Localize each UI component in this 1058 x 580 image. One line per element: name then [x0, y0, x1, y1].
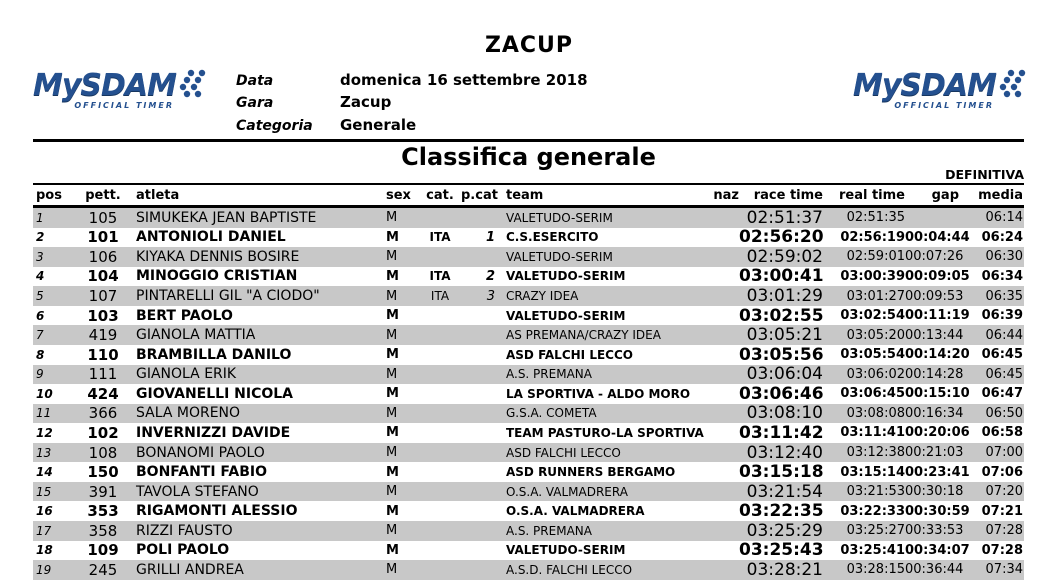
table-row: [33, 345, 1024, 365]
mysdam-tagline: OFFICIAL TIMER: [74, 101, 174, 110]
mysdam-dots-icon: [998, 68, 1028, 104]
cell-real-time: 03:12:38: [846, 445, 905, 461]
cell-gap: 00:23:41: [905, 464, 970, 480]
cell-team: VALETUDO-SERIM: [506, 210, 613, 225]
cell-race-time: 03:06:04: [746, 364, 823, 385]
col-header-bib: pett.: [85, 188, 121, 203]
mysdam-brand-text: MySDAM: [853, 68, 996, 103]
col-header-team: team: [506, 188, 544, 203]
cell-category: ITA: [429, 230, 451, 245]
cell-sex: M: [386, 464, 399, 480]
race-meta-values: [340, 69, 588, 136]
cell-race-time: 03:15:18: [739, 462, 824, 483]
cell-pos: 15: [36, 484, 52, 499]
cell-team: ASD FALCHI LECCO: [506, 445, 621, 460]
table-row: [33, 325, 1024, 345]
cell-real-time: 03:28:15: [846, 562, 905, 578]
status-badge: DEFINITIVA: [945, 167, 1024, 182]
cell-team: AS PREMANA/CRAZY IDEA: [506, 328, 661, 343]
cell-race-time: 03:21:54: [746, 481, 823, 502]
cell-race-time: 02:59:02: [746, 246, 823, 267]
cell-race-time: 03:12:40: [746, 442, 823, 463]
cell-bib: 150: [87, 463, 119, 482]
cell-bib: 102: [87, 423, 119, 442]
cell-pace: 06:45: [985, 366, 1023, 382]
cell-athlete: PINTARELLI GIL "A CIODO": [136, 288, 320, 305]
cell-bib: 104: [87, 267, 119, 286]
cell-team: A.S. PREMANA: [506, 367, 592, 382]
section-title: Classifica generale: [401, 143, 656, 171]
cell-team: A.S. PREMANA: [506, 523, 592, 538]
cell-sex: M: [386, 445, 398, 461]
cell-real-time: 03:02:54: [840, 308, 905, 324]
cell-race-time: 03:00:41: [739, 266, 824, 287]
cell-athlete: SIMUKEKA JEAN BAPTISTE: [136, 209, 317, 226]
cell-pos: 5: [36, 289, 44, 304]
cell-sex: M: [386, 249, 398, 265]
cell-gap: 00:09:53: [905, 288, 964, 304]
cell-gap: 00:13:44: [905, 327, 964, 343]
cell-athlete: BERT PAOLO: [136, 307, 233, 324]
cell-athlete: KIYAKA DENNIS BOSIRE: [136, 248, 300, 265]
cell-athlete: BONANOMI PAOLO: [136, 444, 265, 461]
table-row: [33, 501, 1024, 521]
meta-label-data: Data: [236, 73, 274, 89]
cell-race-time: 02:56:20: [739, 227, 824, 248]
cell-pace: 06:24: [981, 229, 1023, 245]
cell-gap: 00:11:19: [905, 308, 970, 324]
cell-real-time: 03:06:02: [846, 366, 905, 382]
cell-pos: 17: [36, 523, 52, 538]
cell-pos: 8: [36, 347, 45, 362]
cell-bib: 108: [88, 443, 118, 462]
cell-real-time: 03:22:33: [840, 503, 905, 519]
cell-sex: M: [386, 405, 398, 421]
cell-pace: 06:45: [981, 347, 1023, 363]
cell-athlete: BRAMBILLA DANILO: [136, 346, 292, 363]
cell-gap: 00:21:03: [905, 445, 964, 461]
cell-team: G.S.A. COMETA: [506, 406, 597, 421]
table-row: [33, 247, 1024, 267]
cell-cat-rank: 2: [485, 268, 495, 284]
cell-team: A.S.D. FALCHI LECCO: [506, 562, 633, 577]
meta-label-categoria: Categoria: [236, 117, 313, 134]
table-row: [33, 306, 1024, 326]
cell-real-time: 03:06:45: [840, 386, 905, 402]
cell-real-time: 02:59:01: [846, 249, 905, 265]
cell-real-time: 02:51:35: [846, 210, 905, 226]
cell-real-time: 03:15:14: [840, 464, 905, 480]
cell-bib: 105: [88, 208, 118, 227]
cell-race-time: 03:02:55: [739, 305, 824, 326]
cell-bib: 419: [88, 326, 118, 345]
cell-sex: M: [386, 523, 398, 539]
meta-label-gara: Gara: [236, 95, 274, 112]
cell-team: O.S.A. VALMADRERA: [506, 504, 645, 519]
cell-athlete: GIANOLA MATTIA: [136, 327, 256, 344]
col-header-athlete: atleta: [136, 188, 180, 203]
cell-team: VALETUDO-SERIM: [506, 543, 626, 558]
cell-pos: 2: [36, 230, 45, 245]
cell-pace: 07:20: [985, 484, 1023, 500]
table-body: [33, 208, 1024, 580]
cell-race-time: 03:05:56: [739, 344, 824, 365]
cell-sex: M: [386, 484, 398, 500]
cell-race-time: 02:51:37: [746, 207, 823, 228]
cell-pos: 18: [36, 543, 53, 558]
cell-real-time: 03:01:27: [846, 288, 905, 304]
cell-athlete: SALA MORENO: [136, 405, 241, 422]
cell-sex: M: [386, 308, 399, 324]
cell-gap: 00:07:26: [905, 249, 964, 265]
cell-real-time: 03:21:53: [846, 484, 905, 500]
cell-race-time: 03:28:21: [746, 559, 823, 580]
mysdam-tagline: OFFICIAL TIMER: [894, 101, 994, 110]
cell-gap: 00:04:44: [905, 229, 970, 245]
cell-team: ASD FALCHI LECCO: [506, 347, 633, 362]
cell-bib: 424: [87, 384, 119, 403]
cell-pos: 4: [36, 269, 45, 284]
cell-gap: 00:34:07: [905, 542, 970, 558]
cell-bib: 101: [87, 228, 119, 247]
cell-team: ASD RUNNERS BERGAMO: [506, 465, 676, 480]
cell-bib: 391: [88, 482, 118, 501]
table-row: [33, 286, 1024, 306]
cell-pos: 6: [36, 308, 45, 323]
page-title: ZACUP: [484, 33, 574, 58]
cell-pos: 14: [36, 465, 53, 480]
meta-value-categoria: Generale: [340, 115, 417, 134]
cell-real-time: 03:05:20: [846, 327, 905, 343]
cell-pos: 11: [36, 406, 52, 421]
cell-pos: 1: [36, 210, 44, 225]
cell-real-time: 03:05:54: [840, 347, 905, 363]
cell-sex: M: [386, 386, 399, 402]
cell-athlete: MINOGGIO CRISTIAN: [136, 268, 298, 285]
cell-bib: 103: [87, 306, 119, 325]
table-row: [33, 541, 1024, 561]
cell-pos: 7: [36, 328, 44, 343]
cell-pace: 06:58: [981, 425, 1023, 441]
cell-team: LA SPORTIVA - ALDO MORO: [506, 386, 691, 401]
table-row: [33, 560, 1024, 580]
cell-gap: 00:14:28: [905, 366, 964, 382]
cell-athlete: RIZZI FAUSTO: [136, 522, 233, 539]
cell-cat-rank: 1: [485, 229, 495, 245]
cell-gap: 00:20:06: [905, 425, 970, 441]
meta-value-gara: Zacup: [340, 93, 392, 112]
cell-bib: 358: [88, 521, 118, 540]
table-row: [33, 521, 1024, 541]
cell-pos: 13: [36, 445, 52, 460]
cell-team: CRAZY IDEA: [506, 289, 579, 304]
cell-gap: 00:33:53: [905, 523, 964, 539]
cell-sex: M: [386, 542, 399, 558]
cell-race-time: 03:06:46: [739, 383, 824, 404]
cell-bib: 110: [87, 345, 119, 364]
cell-sex: M: [386, 347, 399, 363]
col-header-sex: sex: [386, 188, 411, 203]
cell-pace: 07:21: [981, 503, 1023, 519]
cell-race-time: 03:01:29: [746, 286, 823, 307]
cell-pace: 06:50: [985, 405, 1023, 421]
cell-pace: 07:06: [981, 464, 1023, 480]
cell-team: O.S.A. VALMADRERA: [506, 484, 628, 499]
cell-sex: M: [386, 229, 399, 245]
cell-cat-rank: 3: [486, 288, 495, 304]
cell-athlete: GIOVANELLI NICOLA: [136, 385, 294, 402]
cell-gap: 00:30:18: [905, 484, 964, 500]
col-header-nationality: naz: [713, 188, 739, 203]
table-row: [33, 482, 1024, 502]
cell-race-time: 03:22:35: [739, 501, 824, 522]
cell-bib: 245: [88, 560, 118, 579]
col-header-pace: media: [978, 188, 1023, 203]
cell-pace: 06:34: [981, 268, 1023, 284]
divider-top: [33, 139, 1024, 142]
cell-race-time: 03:08:10: [746, 403, 823, 424]
meta-value-data: domenica 16 settembre 2018: [340, 71, 588, 89]
cell-pace: 07:28: [985, 523, 1023, 539]
cell-pos: 16: [36, 504, 53, 519]
cell-pace: 06:30: [985, 249, 1023, 265]
cell-pace: 07:34: [985, 562, 1023, 578]
cell-team: VALETUDO-SERIM: [506, 269, 626, 284]
cell-team: VALETUDO-SERIM: [506, 308, 626, 323]
mysdam-dots-icon: [178, 68, 208, 104]
cell-gap: 00:36:44: [905, 562, 964, 578]
cell-sex: M: [386, 288, 398, 304]
cell-race-time: 03:25:43: [739, 540, 824, 561]
col-header-category: cat.: [426, 188, 454, 203]
mysdam-logo-right: [853, 68, 1028, 110]
cell-pos: 9: [36, 367, 44, 382]
cell-pace: 06:14: [985, 210, 1023, 226]
table-header-row: [33, 186, 1024, 205]
col-header-pos: pos: [36, 188, 62, 203]
cell-race-time: 03:05:21: [746, 325, 823, 346]
cell-pace: 07:28: [981, 542, 1023, 558]
cell-pace: 06:44: [985, 327, 1023, 343]
mysdam-logo-left: [33, 68, 208, 110]
cell-pace: 06:47: [981, 386, 1023, 402]
table-row: [33, 267, 1024, 287]
cell-sex: M: [386, 425, 399, 441]
table-row: [33, 423, 1024, 443]
cell-real-time: 02:56:19: [840, 229, 905, 245]
race-meta-labels: [236, 70, 313, 137]
cell-gap: 00:15:10: [905, 386, 970, 402]
cell-pace: 07:00: [985, 445, 1023, 461]
cell-team: C.S.ESERCITO: [506, 230, 599, 245]
cell-bib: 109: [87, 541, 119, 560]
col-header-race-time: race time: [753, 188, 823, 203]
cell-athlete: BONFANTI FABIO: [136, 464, 268, 481]
cell-pos: 10: [36, 386, 53, 401]
cell-sex: M: [386, 503, 399, 519]
cell-bib: 106: [88, 247, 118, 266]
cell-pos: 12: [36, 425, 53, 440]
cell-pos: 19: [36, 562, 52, 577]
col-header-gap: gap: [931, 188, 959, 203]
table-row: [33, 462, 1024, 482]
cell-athlete: INVERNIZZI DAVIDE: [136, 424, 291, 441]
cell-athlete: GIANOLA ERIK: [136, 366, 237, 383]
cell-race-time: 03:11:42: [739, 422, 824, 443]
cell-athlete: TAVOLA STEFANO: [136, 483, 259, 500]
cell-sex: M: [386, 366, 398, 382]
table-row: [33, 404, 1024, 424]
cell-pos: 3: [36, 249, 44, 264]
table-row: [33, 384, 1024, 404]
cell-race-time: 03:25:29: [746, 520, 823, 541]
cell-team: TEAM PASTURO-LA SPORTIVA: [506, 425, 704, 440]
col-header-cat-rank: p.cat: [461, 188, 498, 203]
cell-real-time: 03:11:41: [840, 425, 905, 441]
cell-athlete: ANTONIOLI DANIEL: [136, 229, 286, 246]
table-row: [33, 228, 1024, 248]
cell-pace: 06:35: [985, 288, 1023, 304]
cell-gap: 00:30:59: [905, 503, 970, 519]
cell-category: ITA: [429, 269, 451, 284]
cell-sex: M: [386, 327, 398, 343]
cell-real-time: 03:00:39: [840, 268, 905, 284]
cell-team: VALETUDO-SERIM: [506, 249, 613, 264]
cell-athlete: POLI PAOLO: [136, 542, 230, 559]
table-row: [33, 208, 1024, 228]
cell-sex: M: [386, 562, 398, 578]
cell-pace: 06:39: [981, 308, 1023, 324]
cell-bib: 366: [88, 404, 118, 423]
mysdam-brand-text: MySDAM: [33, 68, 176, 103]
cell-bib: 353: [87, 502, 119, 521]
cell-sex: M: [386, 268, 399, 284]
table-row: [33, 365, 1024, 385]
table-row: [33, 443, 1024, 463]
cell-athlete: RIGAMONTI ALESSIO: [136, 503, 298, 520]
cell-bib: 111: [88, 365, 118, 384]
cell-gap: 00:14:20: [905, 347, 970, 363]
cell-athlete: GRILLI ANDREA: [136, 561, 244, 578]
divider-mid: [33, 183, 1024, 185]
cell-sex: M: [386, 210, 398, 226]
cell-real-time: 03:25:27: [846, 523, 905, 539]
cell-bib: 107: [88, 287, 118, 306]
col-header-real-time: real time: [838, 188, 905, 203]
cell-real-time: 03:25:41: [840, 542, 905, 558]
cell-gap: 00:16:34: [905, 405, 964, 421]
cell-gap: 00:09:05: [905, 268, 970, 284]
cell-category: ITA: [430, 289, 450, 304]
cell-real-time: 03:08:08: [846, 405, 905, 421]
